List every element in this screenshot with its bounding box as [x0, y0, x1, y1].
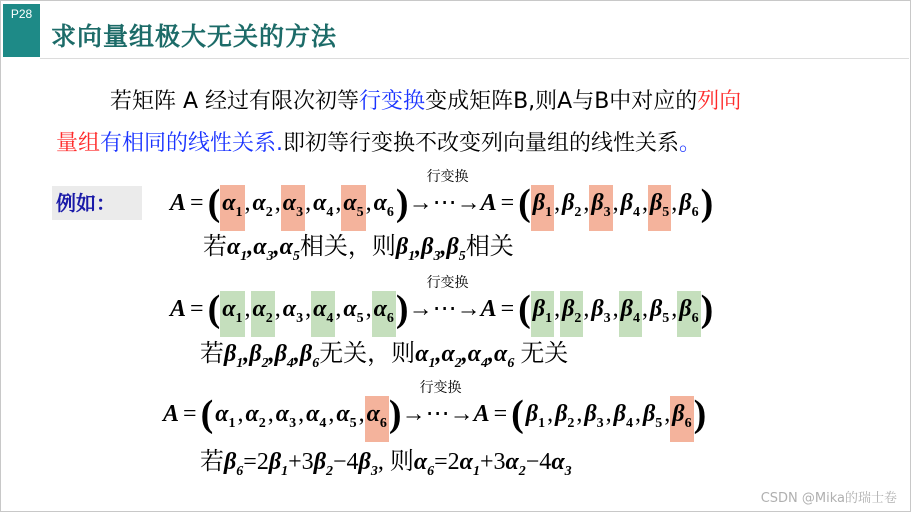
comma: ,: [298, 401, 305, 427]
equals-sign: =: [500, 296, 515, 322]
comma: ,: [274, 190, 281, 216]
highlight-column-vector-cont: 量组: [56, 131, 101, 156]
left-paren: (: [511, 393, 524, 435]
vector-beta-2: $\beta_2$: [562, 190, 582, 220]
text-segment: 若矩阵 A 经过有限次初等: [110, 89, 360, 114]
note-1: 若$\alpha_1,\alpha_3,\alpha_5$相关，则$\beta_1,\beta_3,\beta_5$相关: [203, 234, 514, 264]
left-paren: (: [207, 288, 221, 330]
right-paren: ): [395, 182, 409, 224]
comma: ,: [365, 296, 372, 322]
comma: ,: [305, 190, 312, 216]
note-2: 若$\beta_1,\beta_2,\beta_4,\beta_6$无关，则$\alpha_1,\alpha_2,\alpha_4,\alpha_6$ 无关: [200, 341, 569, 371]
vector-beta-4: $\beta_4$: [619, 291, 642, 337]
row-transform-arrow: 行变换 →⋯→: [409, 188, 481, 217]
comma: ,: [634, 401, 641, 427]
left-paren: (: [518, 182, 531, 224]
vector-beta-4: $\beta_4$: [620, 190, 640, 220]
comma: ,: [358, 401, 365, 427]
left-paren: (: [518, 288, 531, 330]
title-divider: [40, 58, 909, 59]
comma: ,: [612, 190, 619, 216]
note-text: −4: [332, 449, 359, 475]
vector-beta-4: $\beta_4$: [613, 401, 633, 431]
vector-beta-5: $\beta_5$: [648, 185, 671, 231]
vector-alpha-1: $\alpha_1$: [220, 185, 244, 231]
note-text: =2: [434, 449, 460, 475]
note-text: 无关: [514, 341, 569, 367]
example-label: 例如：: [52, 186, 142, 220]
equals-sign: =: [493, 401, 508, 427]
left-paren: (: [200, 393, 214, 435]
comma: ,: [328, 401, 335, 427]
vector-alpha-3: $\alpha_3$: [282, 296, 304, 326]
note-text: −4: [525, 449, 552, 475]
vector-alpha-3: $\alpha_3$: [275, 401, 297, 431]
note-text: 若: [200, 341, 224, 367]
vector-alpha-4: $\alpha_4$: [311, 291, 335, 337]
matrix-a-symbol: A: [473, 401, 490, 427]
vector-alpha-2: $\alpha_2$: [245, 401, 266, 431]
comma: ,: [583, 190, 590, 216]
vector-beta-6: $\beta_6$: [670, 396, 693, 442]
comma: ,: [671, 296, 678, 322]
note-text: 无关，则: [319, 341, 416, 367]
vector-alpha-6: $\alpha_6$: [365, 396, 389, 442]
comma: ,: [641, 296, 648, 322]
vector-beta-5: $\beta_5$: [649, 296, 670, 326]
vector-beta-6: $\beta_6$: [679, 190, 699, 220]
comma: ,: [244, 190, 251, 216]
arrow-label: 行变换: [426, 169, 469, 185]
comma: ,: [583, 296, 590, 322]
equals-sign: =: [190, 190, 204, 216]
comma: ,: [365, 190, 372, 216]
comma: ,: [244, 296, 251, 322]
vector-alpha-5: $\alpha_5$: [336, 401, 357, 431]
note-text: +3: [479, 449, 506, 475]
matrix-a-symbol: A: [480, 190, 497, 216]
vector-beta-1: $\beta_1$: [531, 291, 554, 337]
vector-beta-3: $\beta_3$: [591, 296, 611, 326]
vector-alpha-4: $\alpha_4$: [313, 190, 334, 220]
right-paren: ): [700, 182, 714, 224]
text-segment: 即初等行变换不改变列向量组的线性关系: [283, 131, 680, 156]
vector-alpha-5: $\alpha_5$: [343, 296, 364, 326]
text-segment: 变成矩阵B,则A与B中对应的: [425, 89, 698, 114]
comma: ,: [305, 296, 312, 322]
left-paren: (: [207, 182, 221, 224]
highlight-same-relation: 有相同的线性关系.: [100, 131, 284, 156]
paragraph-line-1: [110, 84, 741, 115]
comma: ,: [576, 401, 583, 427]
text-period: 。: [679, 131, 702, 156]
vector-alpha-6: $\alpha_6$: [373, 190, 394, 220]
note-3: 若$\beta_6=2\beta_1+3\beta_2-4\beta_3$, 则$\alpha_6=2\alpha_1+3\alpha_2-4\alpha_3$: [200, 449, 572, 479]
vector-alpha-3: $\alpha_3$: [281, 185, 305, 231]
watermark: CSDN @Mika的瑞士卷: [760, 491, 897, 506]
note-text: =2: [243, 449, 269, 475]
comma: ,: [554, 296, 561, 322]
highlight-row-transform: 行变换: [359, 89, 426, 114]
equation-1: [170, 169, 714, 224]
row-transform-arrow: 行变换 →⋯→: [409, 294, 481, 323]
vector-beta-1: $\beta_1$: [531, 185, 554, 231]
comma: ,: [612, 296, 619, 322]
right-paren: ): [395, 288, 409, 330]
note-text: 若: [203, 234, 227, 260]
vector-beta-3: $\beta_3$: [584, 401, 604, 431]
comma: ,: [335, 190, 342, 216]
comma: ,: [274, 296, 281, 322]
equals-sign: =: [500, 190, 515, 216]
comma: ,: [605, 401, 612, 427]
matrix-a-symbol: A: [170, 190, 187, 216]
comma: ,: [641, 190, 648, 216]
comma: ,: [335, 296, 342, 322]
equation-3: [163, 380, 707, 435]
comma: ,: [664, 401, 671, 427]
slide-title: 求向量组极大无关的方法: [51, 22, 338, 51]
comma: ,: [267, 401, 274, 427]
vector-beta-1: $\beta_1$: [525, 401, 546, 431]
comma: ,: [671, 190, 678, 216]
note-text: 相关，则: [299, 234, 396, 260]
matrix-a-symbol: A: [163, 401, 180, 427]
comma: ,: [237, 401, 244, 427]
vector-beta-2: $\beta_2$: [560, 291, 583, 337]
highlight-column-vector: 列向: [697, 89, 742, 114]
vector-alpha-1: $\alpha_1$: [215, 401, 236, 431]
vector-alpha-2: $\alpha_2$: [252, 190, 273, 220]
vector-beta-3: $\beta_3$: [589, 185, 612, 231]
note-text: 相关: [465, 234, 514, 260]
note-text: , 则: [377, 449, 414, 475]
page-number-badge: P28: [3, 4, 40, 57]
vector-beta-5: $\beta_5$: [642, 401, 663, 431]
vector-alpha-5: $\alpha_5$: [341, 185, 365, 231]
arrow-label: 行变换: [426, 275, 469, 291]
equals-sign: =: [183, 401, 197, 427]
equation-2: [170, 275, 714, 330]
vector-alpha-6: $\alpha_6$: [372, 291, 396, 337]
note-text: 若: [200, 449, 224, 475]
arrow-label: 行变换: [419, 380, 462, 396]
paragraph-line-2: [56, 126, 701, 157]
right-paren: ): [693, 393, 707, 435]
vector-beta-2: $\beta_2$: [555, 401, 575, 431]
row-transform-arrow: 行变换 →⋯→: [402, 399, 474, 428]
comma: ,: [554, 190, 561, 216]
matrix-a-symbol: A: [170, 296, 187, 322]
right-paren: ): [388, 393, 402, 435]
equals-sign: =: [190, 296, 204, 322]
vector-alpha-2: $\alpha_2$: [251, 291, 275, 337]
comma: ,: [547, 401, 554, 427]
vector-alpha-1: $\alpha_1$: [220, 291, 244, 337]
matrix-a-symbol: A: [480, 296, 497, 322]
right-paren: ): [700, 288, 714, 330]
vector-beta-6: $\beta_6$: [677, 291, 700, 337]
note-text: +3: [288, 449, 314, 475]
vector-alpha-4: $\alpha_4$: [306, 401, 327, 431]
